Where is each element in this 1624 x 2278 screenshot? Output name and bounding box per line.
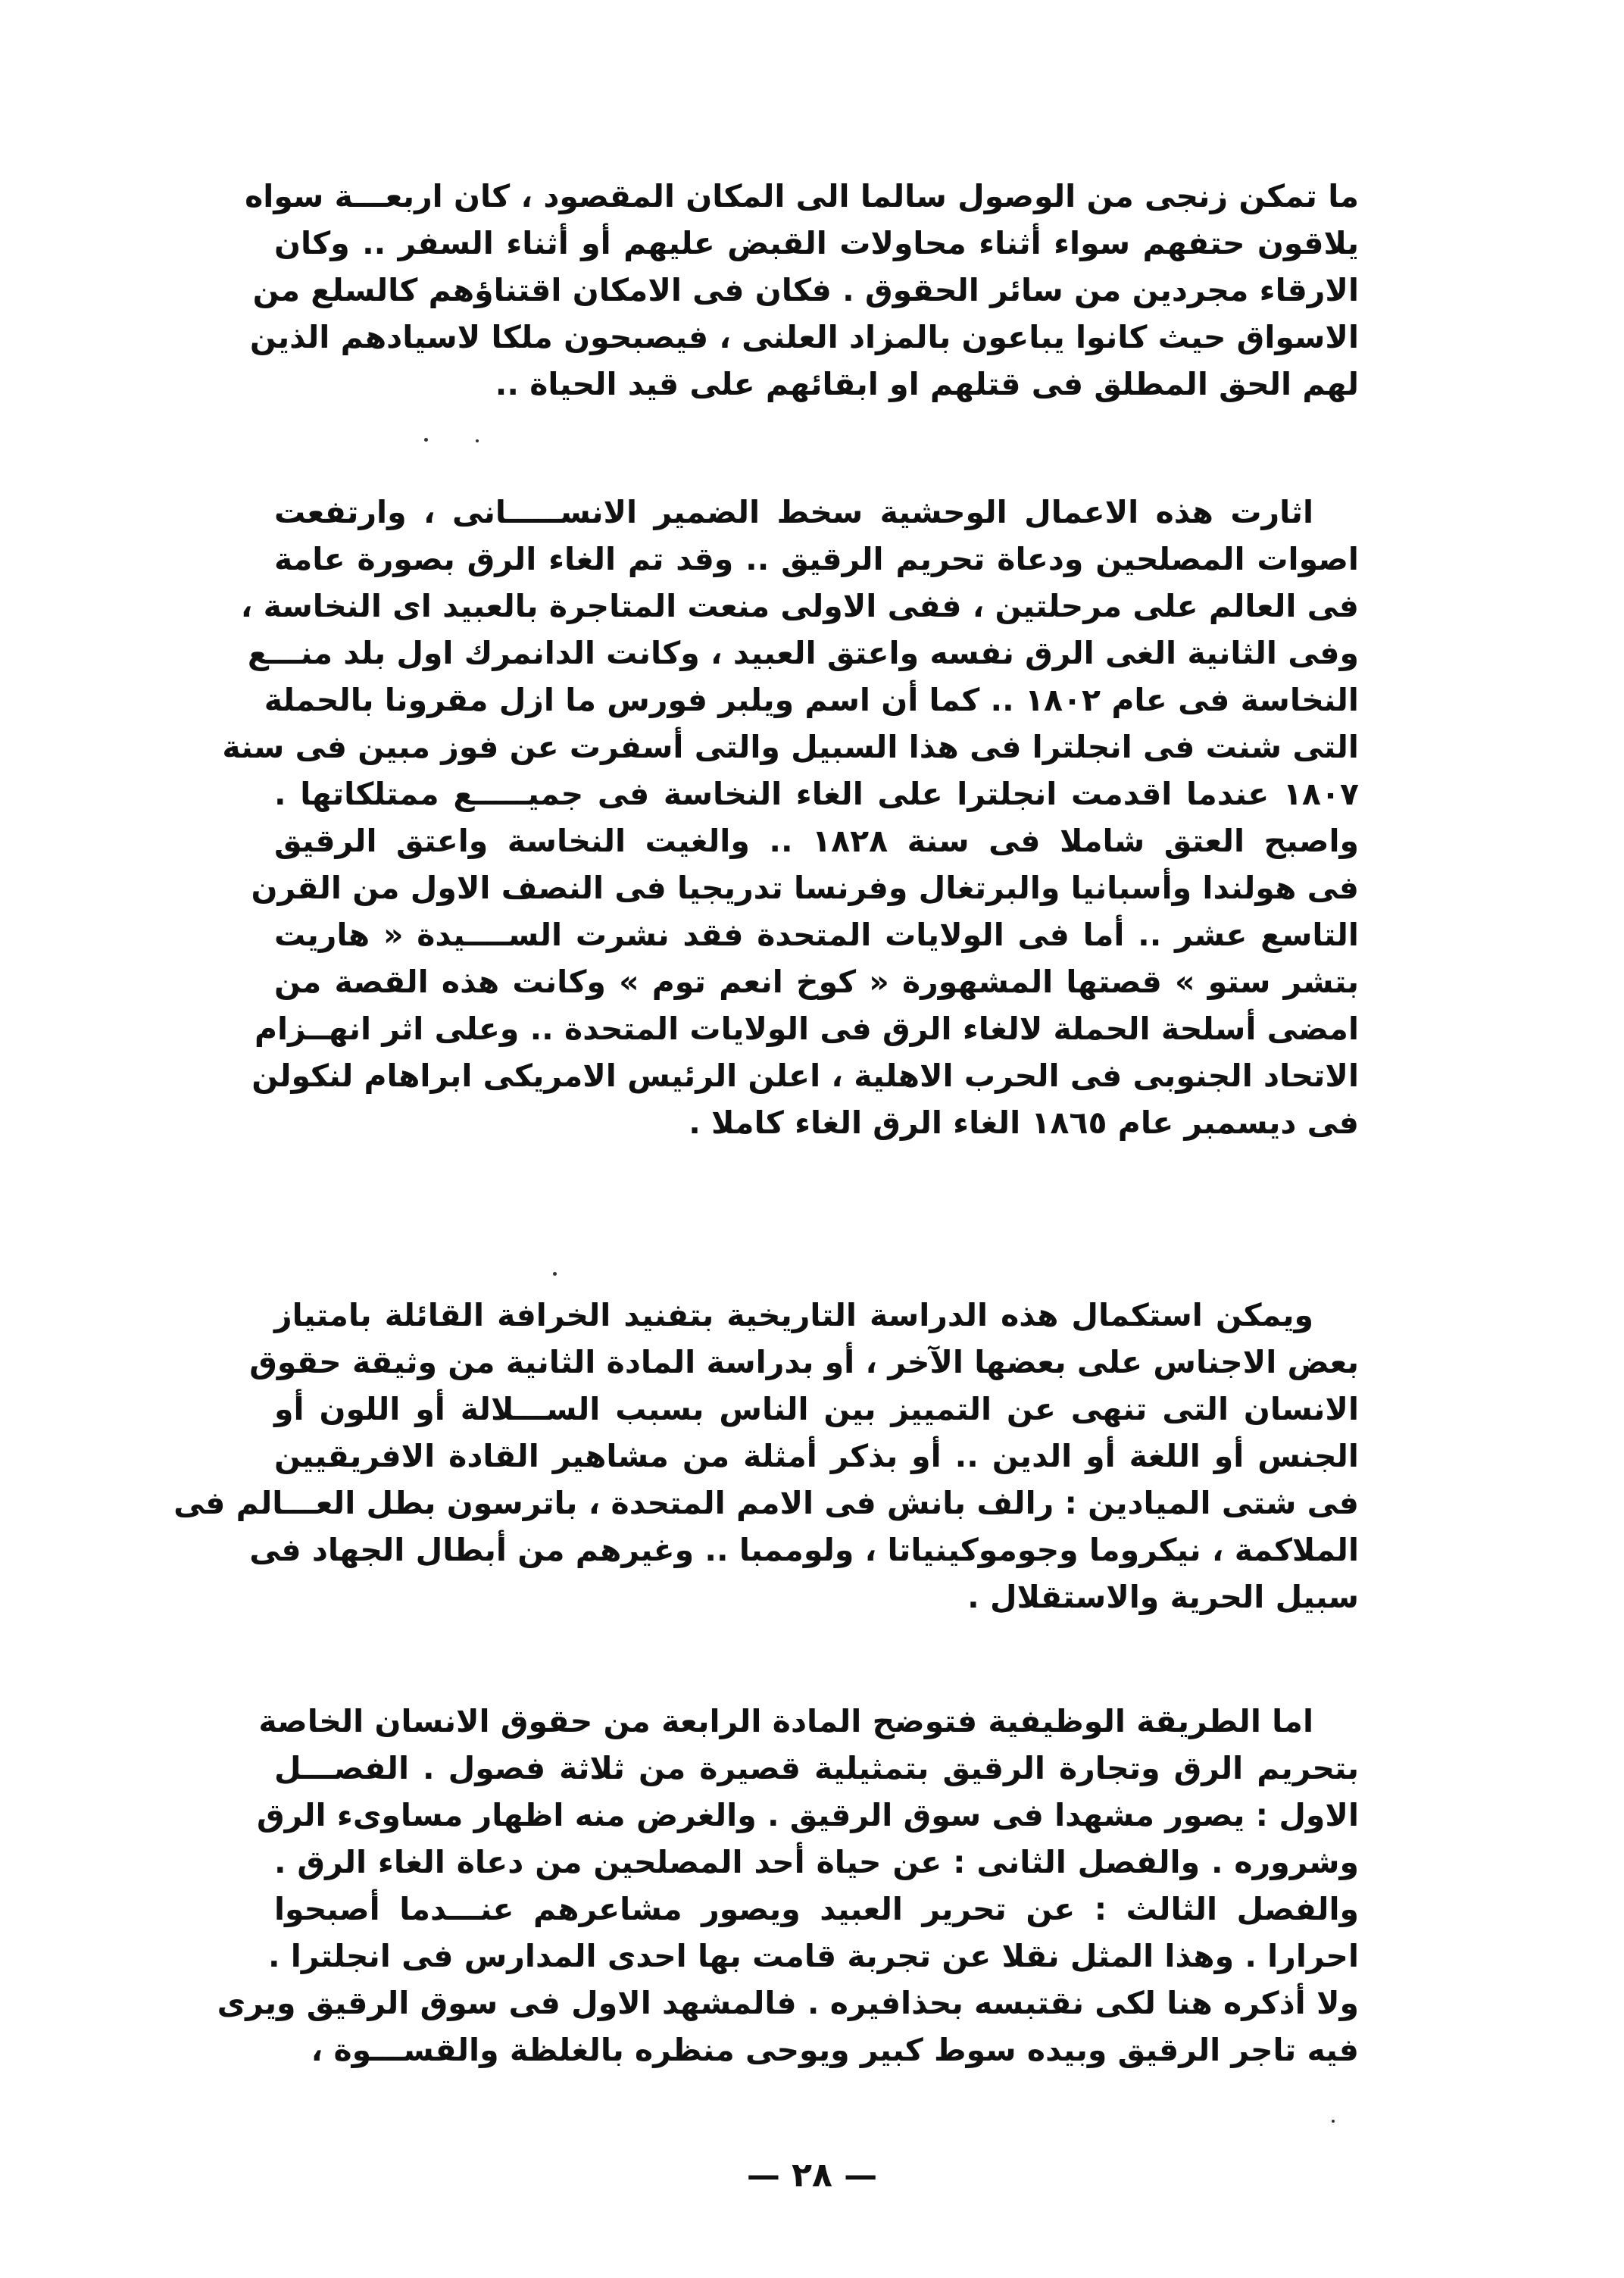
text-line: التاسع عشر .. أما فى الولايات المتحدة فقد نشرت الســــيدة « هاريت	[274, 917, 1359, 953]
text-line: فى العالم على مرحلتين ، ففى الاولى منعت المتاجرة بالعبيد اى النخاسة ،	[240, 588, 1359, 624]
text-line: التى شنت فى انجلترا فى هذا السبيل والتى أسفرت عن فوز مبين فى سنة	[222, 729, 1359, 765]
paragraph-2	[222, 489, 1359, 1146]
text-line: وشروره . والفصل الثانى : عن حياة أحد المصلحين من دعاة الغاء الرق .	[274, 1844, 1359, 1880]
text-line: الانسان التى تنهى عن التمييز بين الناس بسبب الســـلالة أو اللون أو	[274, 1391, 1359, 1427]
text-line: بعض الاجناس على بعضها الآخر ، أو بدراسة المادة الثانية من وثيقة حقوق	[249, 1344, 1359, 1380]
scan-speck	[553, 1272, 557, 1276]
page-number: — ٢٨ —	[746, 2156, 878, 2195]
scan-speck	[476, 439, 479, 442]
text-line: امضى أسلحة الحملة لالغاء الرق فى الولايات المتحدة .. وعلى اثر انهــزام	[254, 1011, 1359, 1047]
text-line: الاول : يصور مشهدا فى سوق الرقيق . والغرض منه اظهار مساوىء الرق	[257, 1797, 1359, 1833]
text-line: الجنس أو اللغة أو الدين .. أو بذكر أمثلة من مشاهير القادة الافريقيين	[274, 1438, 1359, 1474]
text-line: وفى الثانية الغى الرق نفسه واعتق العبيد ، وكانت الدانمرك اول بلد منـــع	[247, 635, 1359, 671]
text-line: لهم الحق المطلق فى قتلهم او ابقائهم على قيد الحياة ..	[495, 366, 1359, 402]
text-line: الارقاء مجردين من سائر الحقوق . فكان فى الامكان اقتناؤهم كالسلع من	[252, 272, 1359, 308]
text-line: يلاقون حتفهم سواء أثناء محاولات القبض عليهم أو أثناء السفر .. وكان	[274, 225, 1359, 261]
paragraph-4	[217, 1698, 1359, 2073]
text-line: ١٨٠٧ عندما اقدمت انجلترا على الغاء النخاسة فى جميـــــع ممتلكاتها .	[274, 776, 1359, 812]
text-line: اما الطريقة الوظيفية فتوضح المادة الرابعة من حقوق الانسان الخاصة	[258, 1703, 1313, 1739]
scan-speck	[1332, 2120, 1335, 2123]
text-line: الملاكمة ، نيكروما وجوموكينياتا ، ولوممبا .. وغيرهم من أبطال الجهاد فى	[249, 1532, 1359, 1568]
text-line: ما تمكن زنجى من الوصول سالما الى المكان المقصود ، كان اربعـــة سواه	[245, 178, 1359, 214]
paragraph-3	[173, 1292, 1359, 1620]
text-line: بتشر ستو » قصتها المشهورة « كوخ انعم توم » وكانت هذه القصة من	[274, 964, 1359, 1000]
text-line: واصبح العتق شاملا فى سنة ١٨٢٨ .. والغيت النخاسة واعتق الرقيق	[274, 823, 1359, 859]
text-line: سبيل الحرية والاستقلال .	[967, 1579, 1359, 1615]
text-line: بتحريم الرق وتجارة الرقيق بتمثيلية قصيرة من ثلاثة فصول . الفصـــل	[274, 1750, 1359, 1786]
text-line: فى هولندا وأسبانيا والبرتغال وفرنسا تدريجيا فى النصف الاول من القرن	[251, 870, 1359, 906]
text-line: فيه تاجر الرقيق وبيده سوط كبير ويوحى منظره بالغلظة والقســـوة ،	[311, 2032, 1359, 2068]
text-line: النخاسة فى عام ١٨٠٢ .. كما أن اسم ويلبر فورس ما ازل مقرونا بالحملة	[264, 682, 1359, 718]
text-line: ويمكن استكمال هذه الدراسة التاريخية بتفنيد الخرافة القائلة بامتياز	[274, 1297, 1313, 1333]
text-line: احرارا . وهذا المثل نقلا عن تجربة قامت بها احدى المدارس فى انجلترا .	[267, 1938, 1359, 1974]
text-line: الاتحاد الجنوبى فى الحرب الاهلية ، اعلن الرئيس الامريكى ابراهام لنكولن	[251, 1058, 1359, 1094]
text-line: ولا أذكره هنا لكى نقتبسه بحذافيره . فالمشهد الاول فى سوق الرقيق ويرى	[217, 1985, 1359, 2021]
paragraph-1	[245, 173, 1359, 408]
text-line: اثارت هذه الاعمال الوحشية سخط الضمير الانســـــانى ، وارتفعت	[274, 494, 1313, 530]
text-line: الاسواق حيث كانوا يباعون بالمزاد العلنى ، فيصبحون ملكا لاسيادهم الذين	[249, 319, 1359, 355]
scan-speck	[424, 438, 428, 442]
text-line: فى ديسمبر عام ١٨٦٥ الغاء الرق الغاء كاملا .	[689, 1105, 1359, 1141]
text-line: والفصل الثالث : عن تحرير العبيد ويصور مشاعرهم عنـــدما أصبحوا	[274, 1891, 1359, 1927]
text-line: فى شتى الميادين : رالف بانش فى الامم المتحدة ، باترسون بطل العـــالم فى	[173, 1485, 1359, 1521]
text-line: اصوات المصلحين ودعاة تحريم الرقيق .. وقد تم الغاء الرق بصورة عامة	[274, 541, 1359, 577]
